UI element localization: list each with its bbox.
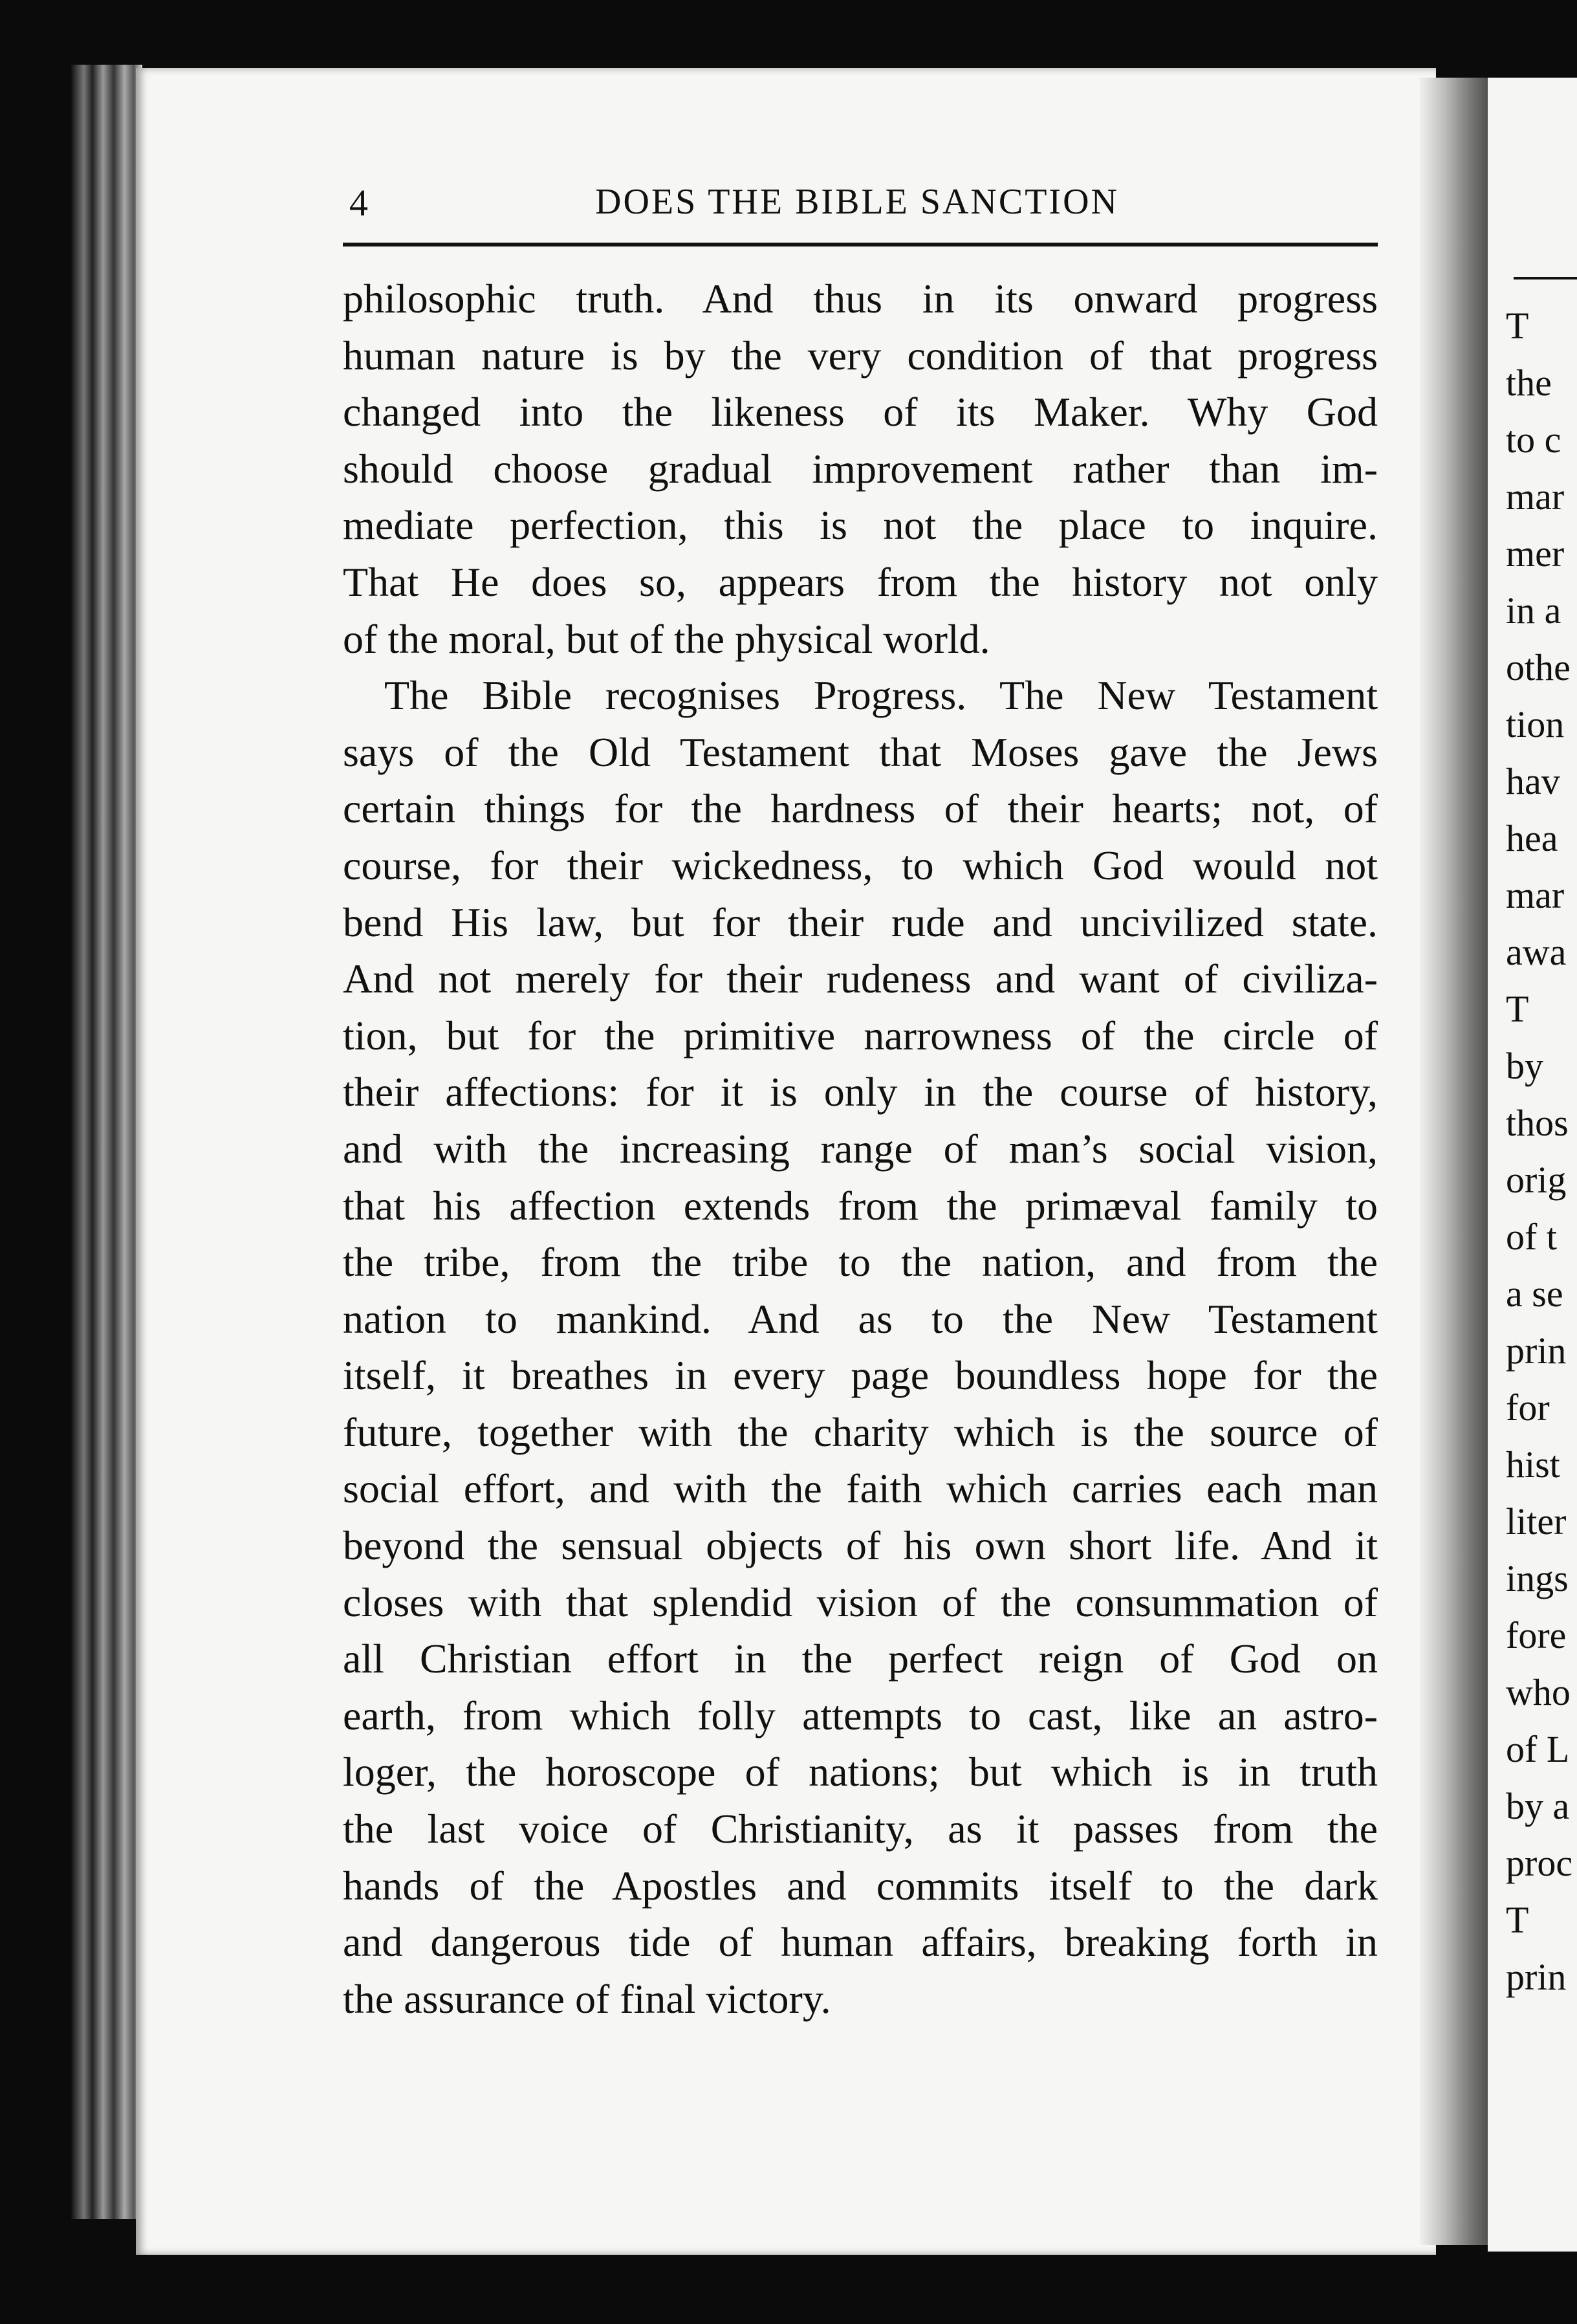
text-line: that his affection extends from the primæval family to (343, 1182, 1378, 1229)
text-line: course, for their wickedness, to which God would not (343, 842, 1378, 888)
facing-line: prin (1506, 1330, 1567, 1372)
facing-line: ings (1506, 1557, 1569, 1599)
text-line: tion, but for the primitive narrowness of the circle of (343, 1012, 1378, 1058)
text-line: future, together with the charity which is the source of (343, 1409, 1378, 1455)
text-line: human nature is by the very condition of that progress (343, 332, 1378, 378)
text-line: hands of the Apostles and commits itself to the dark (343, 1862, 1378, 1909)
text-line: the assurance of final victory. (343, 1975, 831, 2022)
facing-line: proc (1506, 1842, 1573, 1884)
facing-line: thos (1506, 1102, 1569, 1144)
facing-line: T (1506, 988, 1529, 1030)
body-text (343, 270, 1378, 2027)
facing-line: of t (1506, 1216, 1557, 1258)
text-line: bend His law, but for their rude and uncivilized state. (343, 899, 1378, 945)
facing-line: tion (1506, 703, 1565, 745)
facing-line: the (1506, 362, 1552, 404)
facing-line: liter (1506, 1500, 1567, 1542)
text-line: mediate perfection, this is not the place to inquire. (343, 502, 1378, 549)
text-line: says of the Old Testament that Moses gave the Jews (343, 729, 1378, 775)
facing-line: mar (1506, 874, 1565, 916)
text-line: changed into the likeness of its Maker. Why God (343, 389, 1378, 435)
text-line: and dangerous tide of human affairs, breaking forth in (343, 1919, 1378, 1966)
facing-line: fore (1506, 1614, 1567, 1656)
facing-line: for (1506, 1387, 1550, 1429)
text-line: and with the increasing range of man’s social vision, (343, 1125, 1378, 1172)
facing-line: in a (1506, 589, 1561, 631)
text-line: certain things for the hardness of their hearts; not, of (343, 785, 1378, 832)
facing-line: who (1506, 1671, 1571, 1713)
facing-line: by (1506, 1045, 1543, 1087)
text-line: earth, from which folly attempts to cast, like an astro- (343, 1692, 1378, 1738)
text-line: closes with that splendid vision of the consummation of (343, 1579, 1378, 1625)
text-line: philosophic truth. And thus in its onward progress (343, 276, 1378, 322)
page-fold-shadow (1420, 78, 1491, 2245)
facing-line: of L (1506, 1728, 1570, 1770)
facing-line: prin (1506, 1956, 1567, 1998)
facing-line: othe (1506, 646, 1571, 688)
text-line: should choose gradual improvement rather than im- (343, 445, 1378, 492)
facing-line: mar (1506, 476, 1565, 518)
facing-line: hea (1506, 817, 1558, 859)
text-line: their affections: for it is only in the course of history, (343, 1069, 1378, 1115)
text-line: all Christian effort in the perfect reign of God on (343, 1636, 1378, 1682)
text-line: itself, it breathes in every page boundless hope for the (343, 1352, 1378, 1399)
facing-line: to c (1506, 419, 1561, 461)
facing-line: T (1506, 1899, 1529, 1941)
text-line: The Bible recognises Progress. The New Testament (384, 672, 1378, 719)
text-line: of the moral, but of the physical world. (343, 615, 990, 662)
facing-line: awa (1506, 931, 1567, 973)
text-line: nation to mankind. And as to the New Testament (343, 1295, 1378, 1342)
facing-page-head-rule (1514, 277, 1577, 280)
book-spine-edge (71, 65, 142, 2219)
text-line: social effort, and with the faith which carries each man (343, 1465, 1378, 1512)
facing-line: a se (1506, 1273, 1563, 1315)
running-head (349, 175, 1378, 233)
text-line: That He does so, appears from the history not only (343, 558, 1378, 605)
facing-line: hav (1506, 760, 1560, 802)
running-head-title: DOES THE BIBLE SANCTION (595, 182, 1119, 222)
running-head-rule (343, 243, 1378, 247)
page-number: 4 (349, 182, 368, 224)
facing-line: mer (1506, 532, 1565, 575)
text-line: beyond the sensual objects of his own short life. And it (343, 1522, 1378, 1569)
facing-line: T (1506, 305, 1529, 347)
facing-page-text-fragments (1506, 298, 1577, 2006)
facing-line: by a (1506, 1785, 1570, 1827)
text-line: loger, the horoscope of nations; but which is in truth (343, 1749, 1378, 1795)
facing-line: hist (1506, 1443, 1560, 1485)
text-line: the last voice of Christianity, as it passes from the (343, 1806, 1378, 1852)
text-line: the tribe, from the tribe to the nation, and from the (343, 1239, 1378, 1286)
facing-line: orig (1506, 1159, 1567, 1201)
text-line: And not merely for their rudeness and want of civiliza- (343, 956, 1378, 1002)
